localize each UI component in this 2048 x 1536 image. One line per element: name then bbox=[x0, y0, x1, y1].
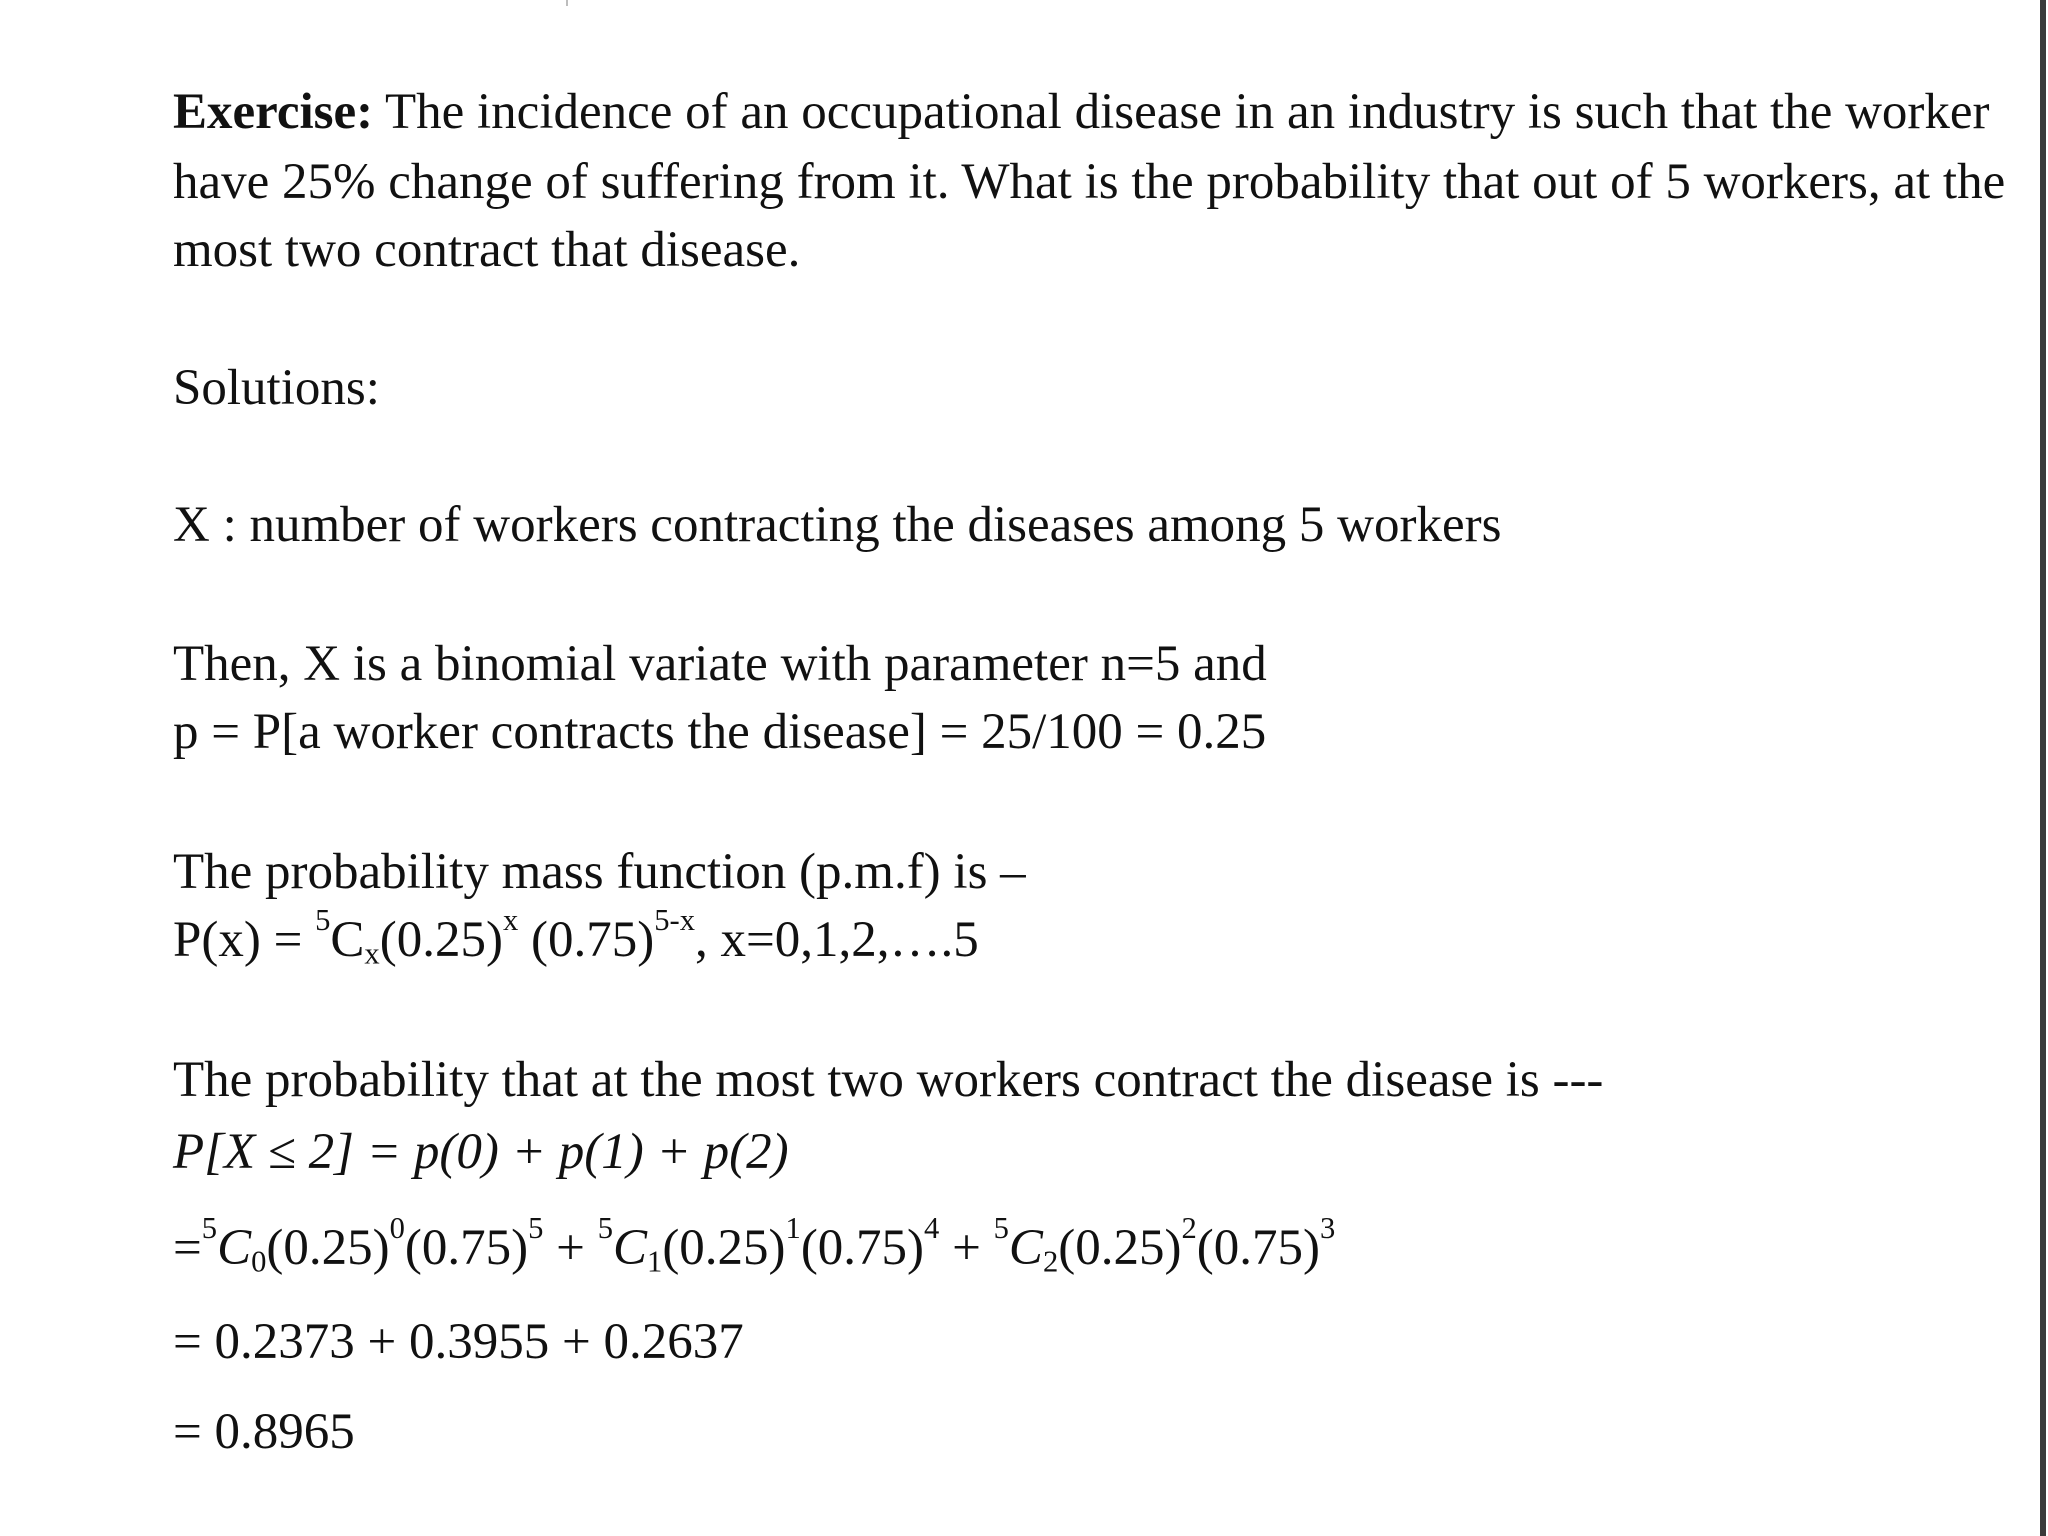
expansion-p-exp-1: 1 bbox=[785, 1211, 801, 1245]
expansion-n-2: 5 bbox=[993, 1211, 1009, 1245]
exercise-line-2: have 25% change of suffering from it. What is the probability that out of 5 workers, at the bbox=[173, 154, 2006, 210]
expansion-k-2: 2 bbox=[1042, 1244, 1059, 1279]
expansion-q-base-2: (0.75) bbox=[1196, 1220, 1320, 1276]
at-most-two-intro: The probability that at the most two workers contract the disease is --- bbox=[173, 1052, 1604, 1108]
expansion-p-base-1: (0.25) bbox=[662, 1220, 786, 1276]
pmf-lhs: P(x) = bbox=[173, 912, 316, 968]
expansion-q-exp-1: 4 bbox=[924, 1211, 940, 1245]
x-definition: X : number of workers contracting the diseases among 5 workers bbox=[173, 497, 1502, 553]
expansion-p-exp-2: 2 bbox=[1181, 1211, 1197, 1245]
expansion-n-0: 5 bbox=[201, 1211, 218, 1245]
expansion-p-base-0: (0.25) bbox=[266, 1220, 390, 1276]
expansion-eq: = bbox=[173, 1220, 202, 1276]
pmf-q-exp: 5-x bbox=[654, 903, 695, 937]
exercise-text-1: The incidence of an occupational disease in an industry is such that the worker bbox=[373, 84, 1990, 140]
expansion-c-1: C bbox=[612, 1220, 648, 1276]
expansion-p-exp-0: 0 bbox=[389, 1211, 405, 1245]
at-most-two-equation: P[X ≤ 2] = p(0) + p(1) + p(2) bbox=[173, 1124, 789, 1180]
expansion-plus-1: + bbox=[543, 1220, 598, 1276]
expansion-n-1: 5 bbox=[597, 1211, 613, 1245]
pmf-c: C bbox=[330, 912, 365, 968]
pmf-range: , x=0,1,2,….5 bbox=[695, 912, 979, 968]
pmf-x-sub: x bbox=[364, 936, 380, 971]
exercise-line-1 bbox=[173, 82, 1990, 142]
binomial-line-1: Then, X is a binomial variate with parameter n=5 and bbox=[173, 636, 1267, 692]
solutions-heading: Solutions: bbox=[173, 360, 380, 416]
expansion-q-exp-0: 5 bbox=[528, 1211, 544, 1245]
expansion-line bbox=[173, 1211, 1336, 1279]
expansion-c-2: C bbox=[1008, 1220, 1043, 1276]
right-border-rule bbox=[2040, 0, 2046, 1536]
expansion-q-base-0: (0.75) bbox=[404, 1220, 529, 1276]
expansion-q-exp-2: 3 bbox=[1319, 1211, 1336, 1245]
pmf-q-base: (0.75) bbox=[518, 912, 655, 968]
expansion-plus-2: + bbox=[939, 1220, 994, 1276]
binomial-line-2: p = P[a worker contracts the disease] = 25/100 = 0.25 bbox=[173, 704, 1267, 760]
expansion-k-1: 1 bbox=[647, 1244, 663, 1279]
exercise-line-3: most two contract that disease. bbox=[173, 222, 801, 278]
pmf-intro: The probability mass function (p.m.f) is – bbox=[173, 844, 1026, 900]
expansion-c-0: C bbox=[217, 1220, 252, 1276]
pmf-p-base: (0.25) bbox=[379, 912, 503, 968]
expansion-p-base-2: (0.25) bbox=[1058, 1220, 1182, 1276]
exercise-label: Exercise: bbox=[173, 84, 374, 140]
result-line: = 0.8965 bbox=[173, 1404, 355, 1460]
expansion-q-base-1: (0.75) bbox=[800, 1220, 925, 1276]
sum-line: = 0.2373 + 0.3955 + 0.2637 bbox=[173, 1314, 744, 1370]
expansion-k-0: 0 bbox=[251, 1244, 267, 1279]
top-tick-mark bbox=[566, 0, 568, 6]
pmf-n: 5 bbox=[315, 903, 331, 937]
pmf-formula bbox=[173, 903, 979, 971]
pmf-p-exp: x bbox=[502, 903, 519, 937]
